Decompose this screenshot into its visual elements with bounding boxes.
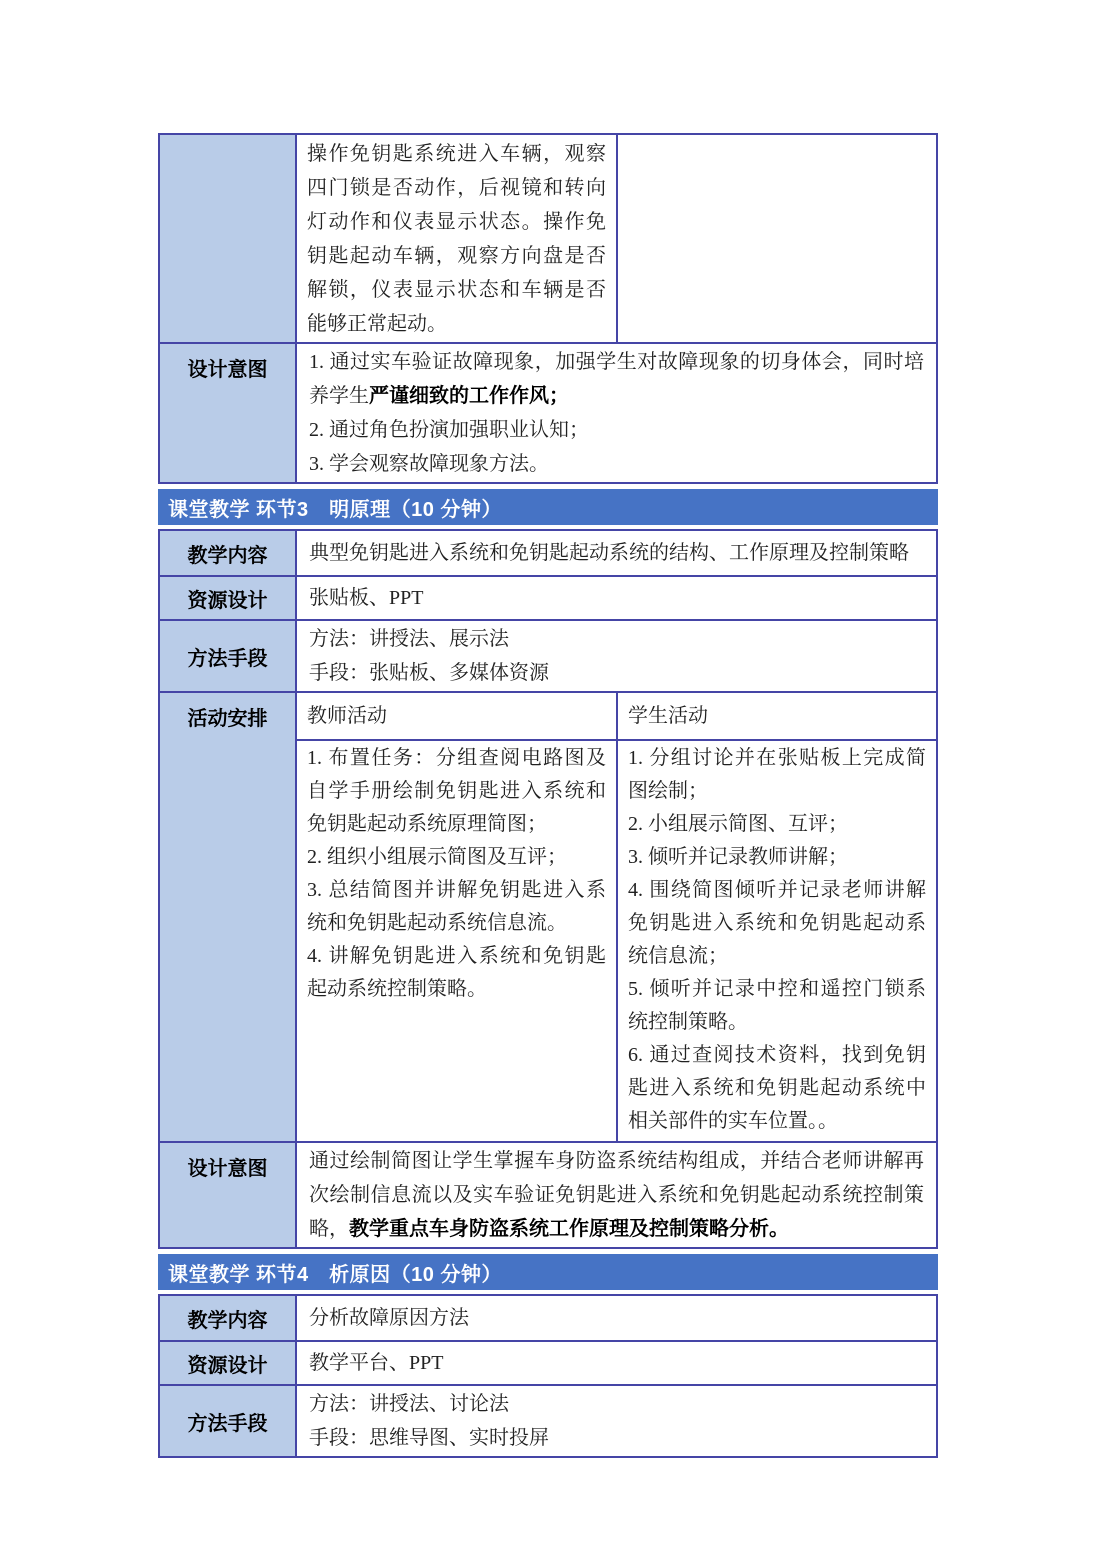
table-row-method-means-4 [160, 1384, 936, 1456]
method-means-3-cell [297, 621, 936, 691]
activities-body-row [297, 741, 936, 1141]
design-intent-2-cell [297, 1143, 936, 1247]
activity-plan-label [160, 693, 297, 1141]
practice-text: 操作免钥匙系统进入车辆，观察四门锁是否动作，后视镜和转向灯动作和仪表显示状态。操作免钥匙起动车辆，观察方向盘是否解锁，仪表显示状态和车辆是否能够正常起动。 [307, 143, 606, 335]
method-line-3: 方法：讲授法、展示法 [309, 628, 509, 650]
design-intent-2-text [309, 1144, 924, 1246]
design-intent-item-1-emphasis: 严谨细致的工作作风； [369, 385, 569, 407]
design-intent-label-text: 设计意图 [187, 359, 268, 381]
table-row-design-intent-1 [160, 342, 936, 482]
means-line-4: 手段：思维导图、实时投屏 [309, 1427, 549, 1449]
design-intent-1-cell [297, 344, 936, 482]
lesson-plan-document [158, 133, 938, 1458]
table-row-activity-plan-3 [160, 691, 936, 1141]
means-line-3: 手段：张贴板、多媒体资源 [309, 662, 549, 684]
design-intent-item-1-text: 1. 通过实车验证故障现象，加强学生对故障现象的切身体会，同时培养学生 [309, 351, 924, 407]
label-cell-empty [160, 135, 297, 342]
table-row-design-intent-2 [160, 1141, 936, 1247]
teacher-practice-cell [297, 135, 618, 342]
student-activities-header: 学生活动 [628, 705, 708, 727]
table-row-resource-design-4 [160, 1340, 936, 1384]
resource-design-3-text: 张贴板、PPT [309, 587, 424, 609]
student-activities-header-cell [618, 693, 936, 739]
teaching-content-label-text: 教学内容 [187, 1309, 268, 1332]
method-means-label [160, 1386, 297, 1456]
teacher-activity-item: 1. 布置任务：分组查阅电路图及自学手册绘制免钥匙进入系统和免钥匙起动系统原理简图； [307, 747, 606, 835]
design-intent-item-3: 3. 学会观察故障现象方法。 [309, 453, 549, 475]
activities-header-row [297, 693, 936, 741]
teaching-content-3-text: 典型免钥匙进入系统和免钥匙起动系统的结构、工作原理及控制策略 [309, 542, 909, 564]
design-intent-label [160, 1143, 297, 1247]
student-activity-item: 3. 倾听并记录教师讲解； [628, 846, 848, 868]
design-intent-label-text: 设计意图 [187, 1158, 268, 1180]
activity-plan-label-text: 活动安排 [187, 708, 268, 730]
student-activity-item: 5. 倾听并记录中控和遥控门锁系统控制策略。 [628, 978, 926, 1033]
resource-design-4-text: 教学平台、PPT [309, 1352, 444, 1374]
teacher-activities-cell [297, 741, 618, 1141]
student-activity-item: 1. 分组讨论并在张贴板上完成简图绘制； [628, 747, 926, 802]
table-section-practice [158, 133, 938, 484]
resource-design-3-cell [297, 577, 936, 619]
teaching-content-4-text: 分析故障原因方法 [309, 1307, 469, 1329]
resource-design-label [160, 577, 297, 619]
teacher-activity-item: 3. 总结简图并讲解免钥匙进入系统和免钥匙起动系统信息流。 [307, 879, 606, 934]
teacher-activities-header: 教师活动 [307, 705, 387, 727]
section-4-header-band: 课堂教学 环节4 析原因（10 分钟） [158, 1254, 938, 1290]
resource-design-label-text: 资源设计 [187, 1354, 268, 1377]
design-intent-item-2: 2. 通过角色扮演加强职业认知； [309, 419, 589, 441]
teacher-activity-item: 4. 讲解免钥匙进入系统和免钥匙起动系统控制策略。 [307, 945, 606, 1000]
method-means-4-cell [297, 1386, 936, 1456]
table-section-3 [158, 529, 938, 1249]
design-intent-2-emphasis: 教学重点车身防盗系统工作原理及控制策略分析。 [349, 1218, 789, 1240]
teaching-content-3-cell [297, 531, 936, 575]
table-row-resource-design-3 [160, 575, 936, 619]
teaching-content-label-text: 教学内容 [187, 544, 268, 567]
teacher-activities-header-cell [297, 693, 618, 739]
teaching-content-label [160, 531, 297, 575]
design-intent-label [160, 344, 297, 482]
student-activity-item: 2. 小组展示简图、互评； [628, 813, 848, 835]
student-activities-cell [618, 741, 936, 1141]
method-means-label [160, 621, 297, 691]
resource-design-label-text: 资源设计 [187, 589, 268, 612]
method-means-label-text: 方法手段 [187, 647, 268, 670]
resource-design-label [160, 1342, 297, 1384]
table-row-teaching-content-3 [160, 531, 936, 575]
method-means-label-text: 方法手段 [187, 1412, 268, 1435]
table-row-practice-continuation [160, 135, 936, 342]
resource-design-4-cell [297, 1342, 936, 1384]
method-line-4: 方法：讲授法、讨论法 [309, 1393, 509, 1415]
table-row-teaching-content-4 [160, 1296, 936, 1340]
section-3-header-band: 课堂教学 环节3 明原理（10 分钟） [158, 489, 938, 525]
table-section-4 [158, 1294, 938, 1458]
teaching-content-label [160, 1296, 297, 1340]
student-activity-item: 4. 围绕简图倾听并记录老师讲解免钥匙进入系统和免钥匙起动系统信息流； [628, 879, 926, 967]
activities-grid [297, 693, 936, 1141]
table-row-method-means-3 [160, 619, 936, 691]
design-intent-item-1 [309, 345, 924, 413]
design-intent-2-normal: 通过绘制简图让学生掌握车身防盗系统结构组成，并结合老师讲解再次绘制信息流以及实车验证免钥匙进入系统和免钥匙起动系统控制策略， [309, 1150, 924, 1240]
student-practice-cell-empty [618, 135, 936, 342]
teacher-activity-item: 2. 组织小组展示简图及互评； [307, 846, 567, 868]
teaching-content-4-cell [297, 1296, 936, 1340]
student-activity-item: 6. 通过查阅技术资料，找到免钥匙进入系统和免钥匙起动系统中相关部件的实车位置。。 [628, 1044, 926, 1132]
